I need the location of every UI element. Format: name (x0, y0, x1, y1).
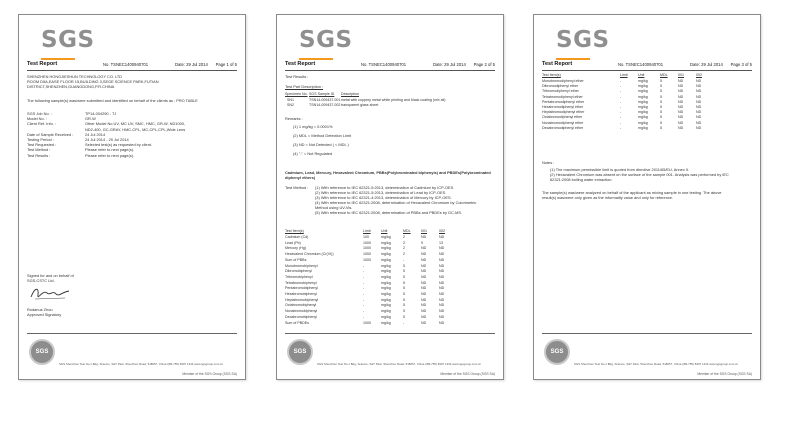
table-row (285, 292, 497, 297)
table-cell: - (620, 120, 622, 125)
table-cell: ND (439, 292, 445, 296)
field-value: GR-W (85, 116, 96, 122)
table-cell: ND (439, 274, 445, 279)
table-cell: - (620, 105, 622, 109)
field-value: Selected test(s) as requested by client. (85, 142, 153, 148)
sgs-seal-icon: SGS (29, 339, 55, 365)
field-label: Client Ref. Info. : (27, 121, 56, 127)
table-cell: mg/kg (381, 314, 391, 319)
table-cell: ND (421, 286, 427, 291)
company-line: SHENZHEN HONGJIESHUN TECHNOLOGY CO. LTD (27, 74, 123, 79)
report-number: No. TSNEC1400940701 (103, 62, 149, 67)
table-row (285, 269, 497, 274)
table-row (285, 309, 497, 314)
field-label: Test Method : (27, 147, 51, 153)
sample-description: metal with coppery metal white printing and black coating (mix all) (341, 98, 446, 102)
column-header: Limit (620, 73, 628, 77)
table-cell: ND (439, 280, 445, 285)
table-cell: 100 (363, 235, 369, 239)
column-header: 002 (439, 229, 445, 233)
part-description-label: Test Part Description : (285, 84, 324, 89)
method-item: (1) With reference to IEC 62321-5:2013, determination of Cadmium by ICP-OES. (315, 185, 455, 190)
table-cell: 5 (403, 303, 405, 308)
note-item: (1) The maximum permissible limit is quoted from directive 2011/65/EU, Annex II. (550, 167, 690, 172)
table-row (542, 126, 754, 131)
report-title: Test Report (542, 61, 573, 67)
table-cell: Octabromobiphenyl (285, 303, 317, 308)
table-cell: 5 (403, 263, 405, 268)
remark-item: (2) MDL = Method Detection Limit (293, 133, 352, 138)
table-cell: ND (678, 115, 684, 120)
table-cell: Nonabromodiphenyl ether (542, 120, 584, 125)
table-cell: - (620, 94, 622, 99)
note-item: 62321:2008 boiling water extraction. (550, 177, 613, 182)
sample-description: transparent glass sheet (341, 103, 379, 107)
member-note: Member of the SGS Group (SGS SA) (182, 372, 237, 376)
remark-item: (4) "-" = Not Regulated (293, 151, 333, 156)
member-note: Member of the SGS Group (SGS SA) (697, 372, 752, 376)
table-cell: Octabromodiphenyl ether (542, 115, 583, 120)
table-row (285, 298, 497, 303)
table-cell: ND (421, 257, 427, 262)
table-cell: ND (696, 105, 702, 109)
column-header: 001 (421, 229, 427, 233)
report-page-2 (276, 14, 504, 380)
specimen-no: SN2 (287, 103, 294, 107)
table-row (285, 258, 497, 263)
table-cell: ND (439, 303, 445, 308)
statement-line: result(s) was/were only given as the informality value and only for reference. (542, 195, 674, 200)
signatory-title: Approved Signatory (27, 312, 62, 317)
table-cell: mg/kg (381, 235, 391, 239)
table-cell: Monobromobiphenyl (285, 263, 318, 268)
table-row (285, 252, 497, 257)
page-number: Page 3 of 5 (730, 62, 752, 67)
header-divider (542, 70, 752, 71)
table-cell: 1000 (363, 246, 371, 251)
table-cell: 5 (403, 297, 405, 302)
table-cell: mg/kg (638, 105, 648, 109)
logo-accent-bar (299, 58, 333, 60)
table-cell: Sum of PBBs (285, 257, 307, 262)
table-cell: Heptabromobiphenyl (285, 297, 319, 302)
table-cell: Decabromobiphenyl (285, 314, 317, 319)
table-cell: - (363, 292, 365, 296)
field-value: TP14-004290 - TJ (85, 111, 117, 116)
table-cell: ND (678, 120, 684, 125)
table-cell: ND (421, 309, 427, 314)
header-divider (285, 70, 495, 71)
table-cell: 1000 (363, 257, 371, 262)
column-header: Unit (381, 229, 388, 233)
report-date: Date: 29 Jul 2014 (433, 62, 466, 67)
logo-accent-bar (556, 58, 590, 60)
table-row (285, 275, 497, 280)
table-cell: 5 (660, 115, 662, 120)
table-cell: ND (421, 320, 427, 325)
field-label: SGS Job No. : (27, 111, 52, 116)
table-cell: mg/kg (381, 320, 391, 325)
table-row (285, 281, 497, 286)
table-cell: ND (696, 89, 702, 94)
table-cell: mg/kg (381, 292, 391, 296)
table-cell: 5 (660, 105, 662, 109)
table-header (542, 73, 754, 78)
table-cell: Hexabromobiphenyl (285, 292, 317, 296)
footer-divider (542, 333, 752, 334)
footer-divider (27, 333, 237, 334)
table-cell: - (363, 303, 365, 308)
table-cell: mg/kg (381, 252, 391, 257)
sample-id: TSN14-009437.002 (309, 103, 341, 107)
page-header (542, 61, 752, 69)
column-header: 001 (678, 73, 684, 77)
table-cell: 5 (403, 309, 405, 314)
table-cell: - (363, 274, 365, 279)
table-row (285, 303, 497, 308)
table-cell: ND (696, 94, 702, 99)
column-header: MDL (403, 229, 411, 233)
table-cell: - (363, 269, 365, 274)
table-cell: ND (421, 269, 427, 274)
table-cell: Lead (Pb) (285, 240, 301, 245)
report-number: No. TSNEC1400940701 (618, 62, 664, 67)
table-cell: mg/kg (381, 309, 391, 314)
method-item: (4) With reference to IEC 62321:2008, determination of Hexavalent Chromium by Colorimetric (315, 200, 477, 205)
table-cell: mg/kg (638, 115, 648, 120)
signature-image (29, 283, 73, 303)
table-cell: ND (696, 84, 702, 89)
footer-address: SGS Shenzhen Test No.1 Bdg, Science, S&T Park, Shenzhen Road, 518057, China t(86-755) 8307 1443 www.sgsgroup.com.cn (59, 363, 224, 366)
table-cell: - (620, 115, 622, 120)
table-cell: ND (696, 120, 702, 125)
table-cell: - (363, 314, 365, 319)
table-cell: 5 (660, 120, 662, 125)
notes-label: Notes : (542, 160, 555, 165)
company-line: ROOM D5A,EASE FLOOR 15,BUILDING 3,SEGE SCIENCE PARK,FUTIAN (27, 79, 159, 84)
table-cell: mg/kg (381, 297, 391, 302)
table-cell: ND (439, 314, 445, 319)
field-label: Test Results : (27, 152, 51, 158)
col-sample-id: SGS Sample ID (309, 92, 335, 96)
table-cell: ND (696, 125, 702, 130)
table-cell: ND (439, 286, 445, 291)
table-cell: Tribromobiphenyl (285, 274, 313, 279)
column-header: Test Item(s) (285, 229, 304, 233)
col-specimen: Specimen No. (285, 92, 308, 96)
table-cell: 5 (660, 94, 662, 99)
table-cell: ND (678, 79, 684, 83)
table-cell: ND (678, 99, 684, 104)
table-cell: Dibromobiphenyl (285, 269, 312, 274)
table-cell: Decabromodiphenyl ether (542, 125, 584, 130)
page-header (285, 61, 495, 69)
page-header (27, 61, 237, 69)
column-header: Limit (363, 229, 371, 233)
company-line: DISTRICT,SHENZHEN,GUANGDONG,P.R.CHINA (27, 84, 115, 89)
field-label: Model No. : (27, 116, 47, 122)
footer-address: SGS Shenzhen Test No.1 Bdg, Science, S&T Park, Shenzhen Road, 518057, China t(86-755) 8307 1443 www.sgsgroup.com.cn (574, 363, 739, 366)
table-cell: mg/kg (381, 280, 391, 285)
table-cell: Pentabromobiphenyl (285, 286, 318, 291)
table-row (285, 286, 497, 291)
table-cell: ND (421, 292, 427, 296)
table-cell: mg/kg (381, 274, 391, 279)
table-cell: ND (439, 320, 445, 325)
table-cell: ND (439, 309, 445, 314)
table-cell: ND (421, 246, 427, 251)
table-cell: ND (678, 105, 684, 109)
specimen-row (285, 103, 497, 108)
signatory-name: Rodanus Zhou (27, 307, 53, 312)
table-cell: 5 (403, 314, 405, 319)
table-cell: Pentabromodiphenyl ether (542, 99, 585, 104)
table-cell: ND (421, 314, 427, 319)
table-cell: mg/kg (381, 240, 391, 245)
section-title: Cadmium, Lead, Mercury, Hexavalent Chromium, PBBs(Polybrominated biphenyls) and PBDEs(Polybrominated diphenyl ethers) (285, 170, 491, 180)
field-value: 24 Jul 2014 (85, 131, 106, 137)
column-header: Test Item(s) (542, 73, 561, 77)
table-cell: mg/kg (381, 257, 391, 262)
table-cell: mg/kg (638, 110, 648, 115)
table-cell: - (620, 110, 622, 115)
table-cell: ND (678, 110, 684, 115)
table-cell: ND (439, 252, 445, 257)
report-title: Test Report (27, 61, 58, 67)
table-cell: 5 (403, 286, 405, 291)
table-header (285, 229, 497, 234)
field-label: Date of Sample Received : (27, 131, 74, 137)
table-cell: ND (678, 89, 684, 94)
remark-item: (1) 1 mg/kg = 0.0001% (293, 124, 333, 129)
col-description: Description (341, 92, 359, 96)
table-cell: mg/kg (638, 94, 648, 99)
table-cell: ND (421, 297, 427, 302)
table-cell: mg/kg (638, 79, 648, 83)
footer-address: SGS Shenzhen Test No.1 Bdg, Science, S&T Park, Shenzhen Road, 518057, China t(86-755) 8307 1443 www.sgsgroup.com.cn (317, 363, 482, 366)
table-cell: mg/kg (381, 246, 391, 251)
note-item: (2) Hexavalent Chromium was absent on the surface of the sample 001. Analysis was performed by IEC (550, 172, 729, 177)
table-cell: Sum of PBDEs (285, 320, 309, 325)
specimen-no: SN1 (287, 98, 294, 102)
method-label: Test Method : (285, 185, 309, 190)
report-page-3 (533, 14, 761, 380)
table-cell: - (620, 125, 622, 130)
table-cell: ND (678, 94, 684, 99)
method-item: (3) With reference to IEC 62321-4:2013, determination of Mercury by ICP-OES. (315, 195, 452, 200)
report-number: No. TSNEC1400940701 (361, 62, 407, 67)
table-cell: mg/kg (381, 263, 391, 268)
table-cell: - (403, 257, 405, 262)
results-table (285, 229, 497, 329)
table-cell: ND (421, 280, 427, 285)
remarks-label: Remarks : (285, 116, 303, 121)
member-note: Member of the SGS Group (SGS SA) (440, 372, 495, 376)
table-cell: - (363, 297, 365, 302)
table-cell: mg/kg (638, 84, 648, 89)
table-cell: - (620, 84, 622, 89)
table-cell: 13 (439, 240, 443, 245)
table-cell: ND (696, 99, 702, 104)
table-cell: Cadmium (Cd) (285, 235, 309, 239)
table-cell: 5 (403, 269, 405, 274)
column-header: 002 (696, 73, 702, 77)
table-cell: 5 (660, 89, 662, 94)
table-cell: 2 (403, 240, 405, 245)
field-value: Other Model No.UV, MC UV, SMC, HMC, GR-W, ND1000, (85, 121, 186, 127)
report-date: Date: 29 Jul 2014 (175, 62, 208, 67)
table-cell: ND (421, 303, 427, 308)
column-header: MDL (660, 73, 668, 77)
sample-id: TSN14-009437.001 (309, 98, 341, 102)
table-cell: Tribromodiphenyl ether (542, 89, 579, 94)
field-value: ND2-400, GC-GRAY, HMC-CPL, MC-CPL,CPL,Wide Lens (85, 126, 186, 132)
table-cell: ND (696, 110, 702, 115)
table-row (285, 235, 497, 240)
table-cell: Tetrabromobiphenyl (285, 280, 317, 285)
field-label: Test Requested : (27, 142, 57, 148)
table-cell: Mercury (Hg) (285, 246, 306, 251)
sgs-logo: SGS (556, 27, 610, 53)
table-cell: 5 (403, 274, 405, 279)
page-number: Page 2 of 5 (473, 62, 495, 67)
logo-accent-bar (41, 58, 75, 60)
table-cell: 5 (660, 99, 662, 104)
table-cell: ND (439, 297, 445, 302)
table-cell: ND (439, 235, 445, 239)
table-row (285, 321, 497, 326)
table-cell: mg/kg (381, 286, 391, 291)
table-cell: ND (678, 125, 684, 130)
intro-text: The following sample(s) was/were submitted and identified on behalf of the clients as : PRO TABLE (27, 98, 198, 103)
table-cell: Heptabromodiphenyl ether (542, 110, 585, 115)
table-row (285, 264, 497, 269)
table-cell: - (620, 99, 622, 104)
table-cell: ND (439, 269, 445, 274)
table-cell: ND (421, 235, 427, 239)
table-cell: mg/kg (638, 125, 648, 130)
column-header: Unit (638, 73, 645, 77)
table-cell: 1000 (363, 252, 371, 257)
table-cell: - (620, 89, 622, 94)
table-cell: 2 (403, 246, 405, 251)
specimen-table (285, 92, 497, 112)
table-row (285, 315, 497, 320)
sgs-logo: SGS (41, 27, 95, 53)
table-cell: ND (421, 263, 427, 268)
table-cell: ND (439, 263, 445, 268)
table-cell: ND (696, 115, 702, 120)
table-cell: 5 (660, 125, 662, 130)
report-page-1 (18, 14, 246, 380)
table-cell: Nonabromobiphenyl (285, 309, 318, 314)
table-cell: - (363, 286, 365, 291)
method-item: (2) With reference to IEC 62321-5:2013, determination of Lead by ICP-OES. (315, 190, 447, 195)
table-cell: mg/kg (381, 303, 391, 308)
report-title: Test Report (285, 61, 316, 67)
page-number: Page 1 of 5 (215, 62, 237, 67)
method-item: Method using UV-Vis. (315, 205, 353, 210)
table-cell: - (363, 309, 365, 314)
field-value: Please refer to next page(s). (85, 152, 135, 158)
table-cell: mg/kg (381, 269, 391, 274)
report-date: Date: 29 Jul 2014 (690, 62, 723, 67)
sgs-seal-icon: SGS (287, 339, 313, 365)
sgs-logo: SGS (299, 27, 353, 53)
table-cell: Hexavalent Chromium (Cr(VI)) (285, 252, 334, 257)
table-cell: - (620, 79, 622, 83)
table-cell: - (363, 280, 365, 285)
table-cell: - (363, 263, 365, 268)
table-cell: ND (421, 274, 427, 279)
table-cell: mg/kg (638, 99, 648, 104)
table-cell: 5 (660, 110, 662, 115)
signed-line: SGS-CSTC Ltd. (27, 278, 55, 283)
table-cell: Monobromodiphenyl ether (542, 79, 584, 83)
field-label: Testing Period : (27, 137, 54, 142)
remark-item: (3) ND = Not Detected ( < MDL ) (293, 142, 349, 147)
statement-line: The sample(s) was/were analyzed on behalf of the applicant as mixing sample in one testing. The above (542, 190, 722, 195)
table-cell: ND (439, 246, 445, 251)
table-cell: Hexabromodiphenyl ether (542, 105, 584, 109)
sgs-seal-icon: SGS (544, 339, 570, 365)
table-cell: 1000 (363, 240, 371, 245)
table-cell: ND (421, 252, 427, 257)
method-item: (5) With reference to IEC 62321:2008, determination of PBBs and PBDEs by GC-MS. (315, 210, 463, 215)
table-cell: mg/kg (638, 89, 648, 94)
table-cell: 2 (403, 252, 405, 257)
header-divider (27, 70, 237, 71)
table-cell: Dibromodiphenyl ether (542, 84, 579, 89)
results-label: Test Results : (285, 74, 309, 79)
table-cell: ND (678, 84, 684, 89)
table-row (285, 241, 497, 246)
signed-line: Signed for and on behalf of (27, 273, 74, 278)
table-cell: 5 (403, 280, 405, 285)
table-cell: 5 (660, 79, 662, 83)
results-table-continued (542, 73, 754, 133)
table-cell: Tetrabromodiphenyl ether (542, 94, 583, 99)
table-cell: 5 (403, 292, 405, 296)
table-row (285, 246, 497, 251)
table-cell: 1000 (363, 320, 371, 325)
table-cell: 2 (403, 235, 405, 239)
field-value: 24 Jul 2014 - 29 Jul 2014 (85, 137, 129, 142)
table-cell: ND (439, 257, 445, 262)
field-value: Please refer to next page(s). (85, 147, 135, 153)
table-cell: mg/kg (638, 120, 648, 125)
table-cell: ND (696, 79, 702, 83)
table-cell: - (403, 320, 405, 325)
footer-divider (285, 333, 495, 334)
table-cell: 5 (660, 84, 662, 89)
table-cell: 9 (421, 240, 423, 245)
